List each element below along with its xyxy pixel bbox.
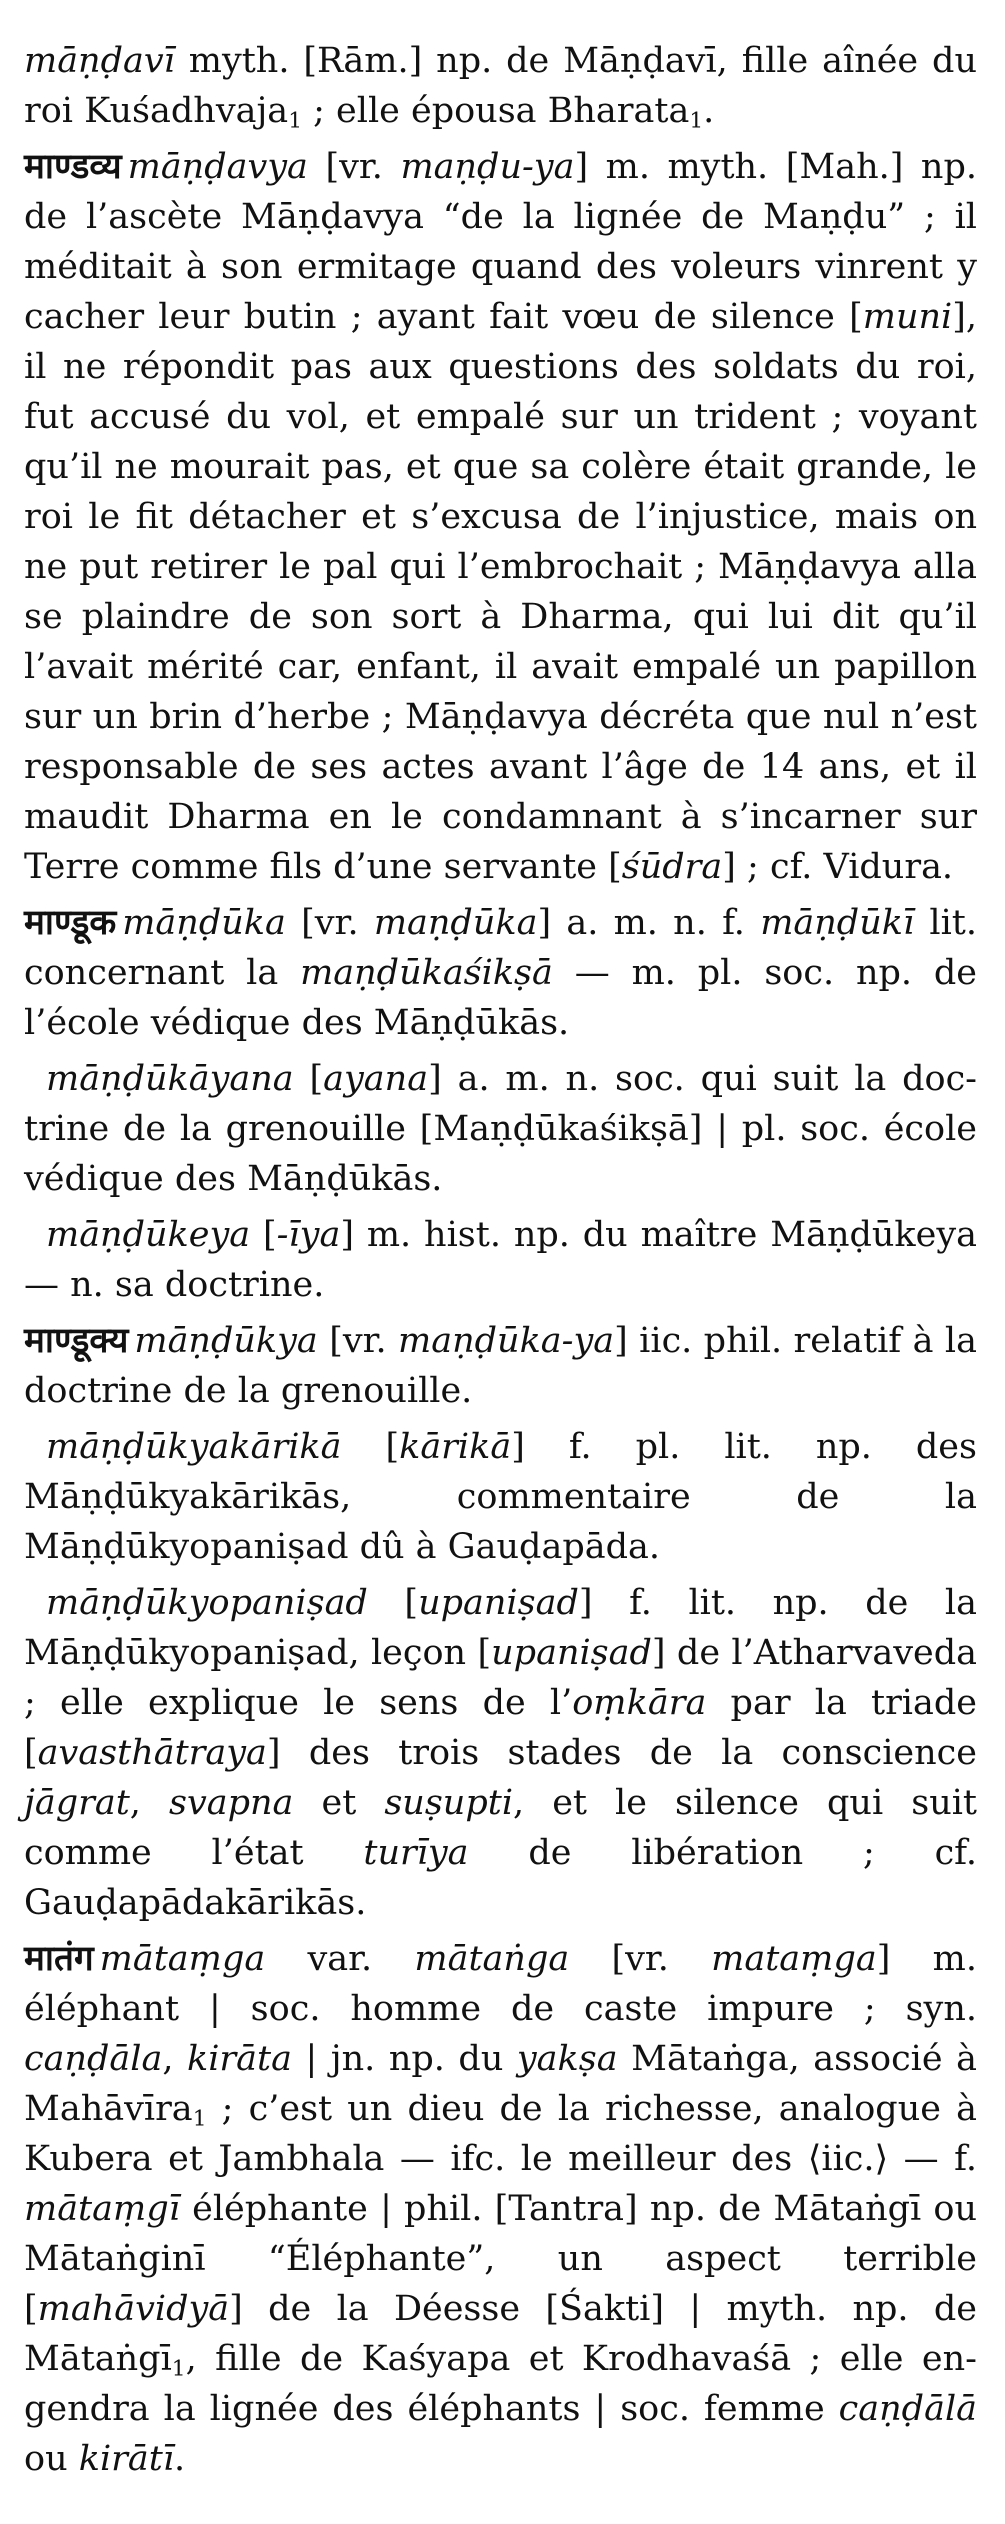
entry-definition: var. mātaṅga [vr. mataṃga] m. éléphant | soc. homme de caste impure ; syn. caṇḍāla, kirāta | jn. np. du yakṣa Mātaṅga, associé à Mahāvīra$_1$ ; c’est un dieu de la richesse, analogue à Kubera et Jambhala — ifc. le meilleur des ⟨iic.⟩ — f. mātaṃgī éléphante | phil. [Tantra] np. de Mātaṅgī ou Mātaṅginī “Éléphante”, un aspect terrible [mahāvidyā] de la Déesse [Śakti] | myth. np. de Mātaṅgī$_1$, fille de Kaśyapa et Krodhavaśā ; elle engendra la lignée des éléphants | soc. femme caṇḍālā ou kirātī.	[24, 1939, 977, 2479]
entry-definition: [upaniṣad] f. lit. np. de la Māṇḍūkyopaniṣad, leçon [upaniṣad] de l’Atharvaveda ; elle explique le sens de l’oṃkāra par la triade [avasthātraya] des trois stades de la conscience jāgrat, svapna et suṣupti, et le silence qui suit comme l’état turīya de libération ; cf. Gauḍapādakārikās.	[24, 1583, 978, 1923]
entry-definition: myth. [Rām.] np. de Māṇḍavī, fille aînée du roi Kuśadhvaja$_1$ ; elle épousa Bharata$_1$.	[24, 41, 977, 134]
entry-headword: māṇḍūka	[122, 903, 286, 943]
entry-definition: [vr. maṇḍūka-ya] iic. phil. relatif à la doctrine de la grenouille.	[24, 1321, 977, 1411]
entry-headword: māṇḍūkya	[134, 1321, 318, 1361]
entry-definition: [kārikā] f. pl. lit. np. des Māṇḍūkyakārikās, commentaire de la Māṇḍūkyopaniṣad dû à Gauḍapāda.	[24, 1427, 977, 1567]
devanagari-headword: माण्डूक्य	[24, 1320, 129, 1361]
entry-definition: [ayana] a. m. n. soc. qui suit la doctrine de la grenouille [Maṇḍūkaśikṣā] | pl. soc. école védique des Māṇḍūkās.	[24, 1059, 977, 1199]
dictionary-entry	[24, 1316, 977, 1416]
entry-definition: [vr. maṇḍūka] a. m. n. f. māṇḍūkī lit. concernant la maṇḍūkaśikṣā — m. pl. soc. np. de l’école védique des Māṇḍūkās.	[24, 903, 977, 1043]
entry-headword: māṇḍūkyakārikā	[46, 1427, 342, 1467]
devanagari-headword: माण्डव्य	[24, 146, 122, 187]
entry-headword: māṇḍūkyopaniṣad	[46, 1583, 368, 1623]
entry-definition: [vr. maṇḍu-ya] m. myth. [Mah.] np. de l’ascète Māṇḍavya “de la lignée de Maṇḍu” ; il méditait à son ermitage quand des voleurs vinrent y cacher leur butin ; ayant fait vœu de silence [muni], il ne répondit pas aux questions des soldats du roi, fut accusé du vol, et empalé sur un trident ; voyant qu’il ne mourait pas, et que sa colère était grande, le roi le fit détacher et s’excusa de l’injustice, mais on ne put retirer le pal qui l’embrochait ; Māṇḍavya alla se plaindre de son sort à Dharma, qui lui dit qu’il l’avait mérité car, enfant, il avait empalé un papillon sur un brin d’herbe ; Māṇḍavya décréta que nul n’est responsable de ses actes avant l’âge de 14 ans, et il maudit Dharma en le condamnant à s’incarner sur Terre comme fils d’une servante [śūdra] ; cf. Vidura.	[24, 147, 977, 887]
dictionary-entry	[24, 142, 977, 892]
dictionary-entry	[24, 1210, 977, 1310]
dictionary-entry	[24, 1054, 977, 1204]
dictionary-entry	[24, 898, 977, 1048]
devanagari-headword: माण्डूक	[24, 902, 117, 943]
entry-headword: māṇḍavī	[24, 41, 175, 81]
devanagari-headword: मातंग	[24, 1938, 94, 1979]
entry-headword: māṇḍūkeya	[46, 1215, 251, 1255]
dictionary-entry	[24, 1422, 977, 1572]
dictionary-entry	[24, 1578, 977, 1928]
dictionary-entry	[24, 36, 977, 136]
entry-headword: mātaṃga	[99, 1939, 266, 1979]
entry-definition: [-īya] m. hist. np. du maître Māṇḍūkeya — n. sa doctrine.	[24, 1215, 977, 1305]
entry-headword: māṇḍavya	[127, 147, 308, 187]
dictionary-entry	[24, 1934, 977, 2484]
entry-headword: māṇḍūkāyana	[46, 1059, 294, 1099]
